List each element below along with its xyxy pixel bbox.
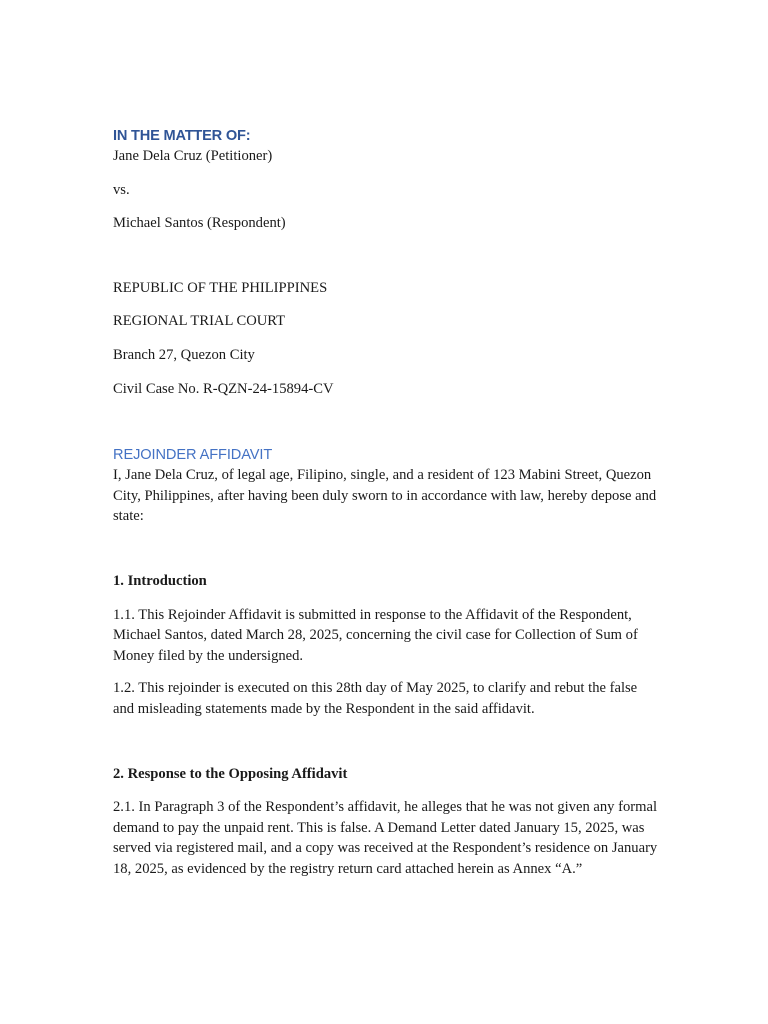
affidavit-heading: REJOINDER AFFIDAVIT bbox=[113, 447, 273, 464]
court-name-line: REGIONAL TRIAL COURT bbox=[113, 313, 286, 330]
document-body bbox=[113, 126, 661, 879]
paragraph-1-1: 1.1. This Rejoinder Affidavit is submitted in response to the Affidavit of the Respondent, Michael Santos, dated March 28, 2025, concerning the civil case for Collection of Sum of Money filed by the undersigned. bbox=[113, 606, 638, 664]
versus-line: vs. bbox=[113, 181, 130, 198]
section-title-response: 2. Response to the Opposing Affidavit bbox=[113, 765, 348, 782]
branch-line: Branch 27, Quezon City bbox=[113, 346, 255, 363]
matter-heading: IN THE MATTER OF: bbox=[113, 128, 251, 144]
paragraph-2-1: 2.1. In Paragraph 3 of the Respondent’s affidavit, he alleges that he was not given any formal demand to pay the unpaid rent. This is false. A Demand Letter dated January 15, 2025, was served via registered mail, and a copy was received at the Respondent’s residence on January 18, 2025, as evidenced by the registry return card attached herein as Annex “A.” bbox=[113, 799, 658, 877]
republic-line: REPUBLIC OF THE PHILIPPINES bbox=[113, 279, 328, 296]
case-number-line: Civil Case No. R-QZN-24-15894-CV bbox=[113, 380, 334, 397]
affidavit-intro: I, Jane Dela Cruz, of legal age, Filipino, single, and a resident of 123 Mabini Street, Quezon City, Philippines, after having been duly sworn to in accordance with law, hereby depose and state: bbox=[113, 467, 657, 525]
paragraph-1-2: 1.2. This rejoinder is executed on this 28th day of May 2025, to clarify and rebut the false and misleading statements made by the Respondent in the said affidavit. bbox=[113, 680, 638, 717]
petitioner-line: Jane Dela Cruz (Petitioner) bbox=[113, 148, 273, 164]
respondent-line: Michael Santos (Respondent) bbox=[113, 215, 286, 232]
section-title-introduction: 1. Introduction bbox=[113, 572, 207, 589]
